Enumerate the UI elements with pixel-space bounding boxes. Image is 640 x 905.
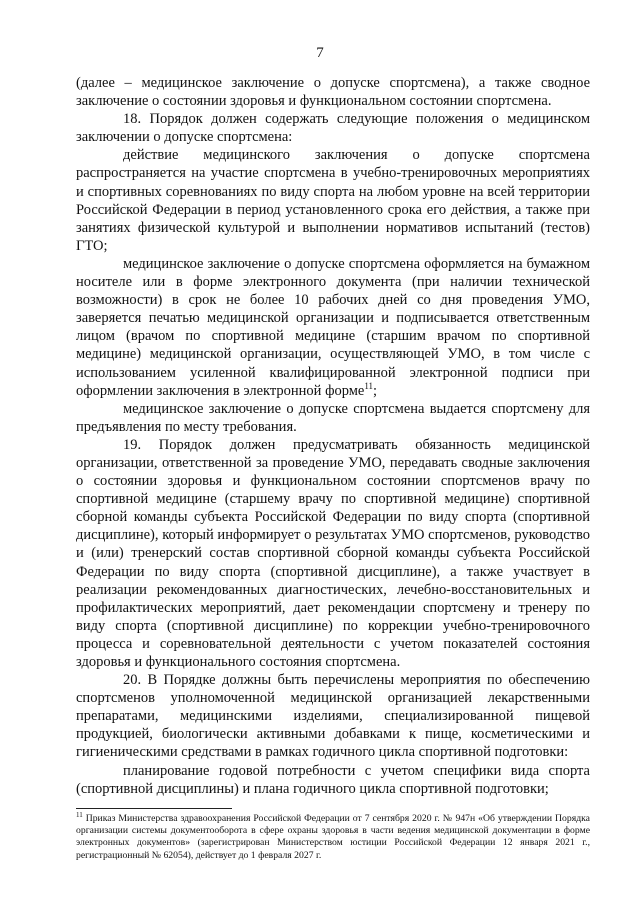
footnote-mark: 11 bbox=[76, 810, 83, 819]
footnote-divider bbox=[76, 808, 232, 809]
paragraph-planning: планирование годовой потребности с учетом специфики вида спорта (спортивной дисциплины) и плана годичного цикла спортивной подготовки; bbox=[76, 762, 590, 797]
footnote-reference-tail: ; bbox=[373, 382, 378, 399]
paragraph-item-19: 19. Порядок должен предусматривать обязанность медицинской организации, ответственной за проведение УМО, передавать сводные заключения о состоянии здоровья и функциональном состоянии спортсменов врачу по спортивной медицине (старшему врачу по спортивной медицине) спортивной сборной команды субъекта Российской Федерации по виду спорта (спортивной дисциплине), который информирует о результатах УМО спортсменов, руководство и (или) тренерский состав спортивной сборной команды субъекта Российской Федерации по виду спорта (спортивной дисциплине), а также участвует в реализации рекомендованных диагностических, лечебно-восстановительных и профилактических мероприятий, дает рекомендации спортсмену и тренеру по виду спорта (спортивной дисциплине) по коррекции учебно-тренировочного процесса и соревновательной деятельности с учетом показателей состояния здоровья и функционального состояния спортсмена. bbox=[76, 436, 590, 670]
body-text bbox=[76, 74, 590, 798]
paragraph-format-text: медицинское заключение о допуске спортсмена оформляется на бумажном носителе или в форме электронного документа (при наличии технической возможности) в срок не более 10 рабочих дней со дня проведения УМО, заверяется печатью медицинской организации и подписывается ответственным лицом (врачом по спортивной медицине (старшим врачом по спортивной медицине) медицинской организации, осуществляющей УМО, в том числе с использованием усиленной квалифицированной электронной подписи при оформлении заключения в электронной форме bbox=[76, 255, 590, 399]
paragraph-item-18: 18. Порядок должен содержать следующие положения о медицинском заключении о допуске спортсмена: bbox=[76, 111, 590, 146]
footnote bbox=[76, 810, 590, 862]
paragraph-item-20: 20. В Порядке должны быть перечислены мероприятия по обеспечению спортсменов уполномоченной медицинской организацией лекарственными препаратами, медицинскими изделиями, специализированной пищевой продукцией, биологически активными добавками к пище, косметическими и гигиеническими средствами в рамках годичного цикла спортивной подготовки: bbox=[76, 672, 590, 761]
paragraph-issuance: медицинское заключение о допуске спортсмена выдается спортсмену для предъявления по месту требования. bbox=[76, 400, 590, 435]
footnote-text: Приказ Министерства здравоохранения Российской Федерации от 7 сентября 2020 г. № 947н «Об утверждении Порядка организации системы документооборота в сфере охраны здоровья в части ведения медицинской документации в форме электронных документов» (зарегистрирован Министерством юстиции Российской Федерации 12 января 2021 г., регистрационный № 62054), действует до 1 февраля 2027 г. bbox=[76, 813, 590, 861]
paragraph-format bbox=[76, 255, 590, 400]
paragraph-continuation: (далее – медицинское заключение о допуске спортсмена), а также сводное заключение о состоянии здоровья и функциональном состоянии спортсмена. bbox=[76, 75, 590, 110]
footnote-reference: 11 bbox=[364, 380, 374, 391]
paragraph-validity: действие медицинского заключения о допуске спортсмена распространяется на участие спортсмена в учебно-тренировочных мероприятиях и спортивных соревнованиях по виду спорта на любом уровне на всей территории Российской Федерации в период установленного срока его действия, а также при занятиях физической культурой и выполнении нормативов испытаний (тестов) ГТО; bbox=[76, 147, 590, 254]
page-number: 7 bbox=[316, 45, 324, 61]
